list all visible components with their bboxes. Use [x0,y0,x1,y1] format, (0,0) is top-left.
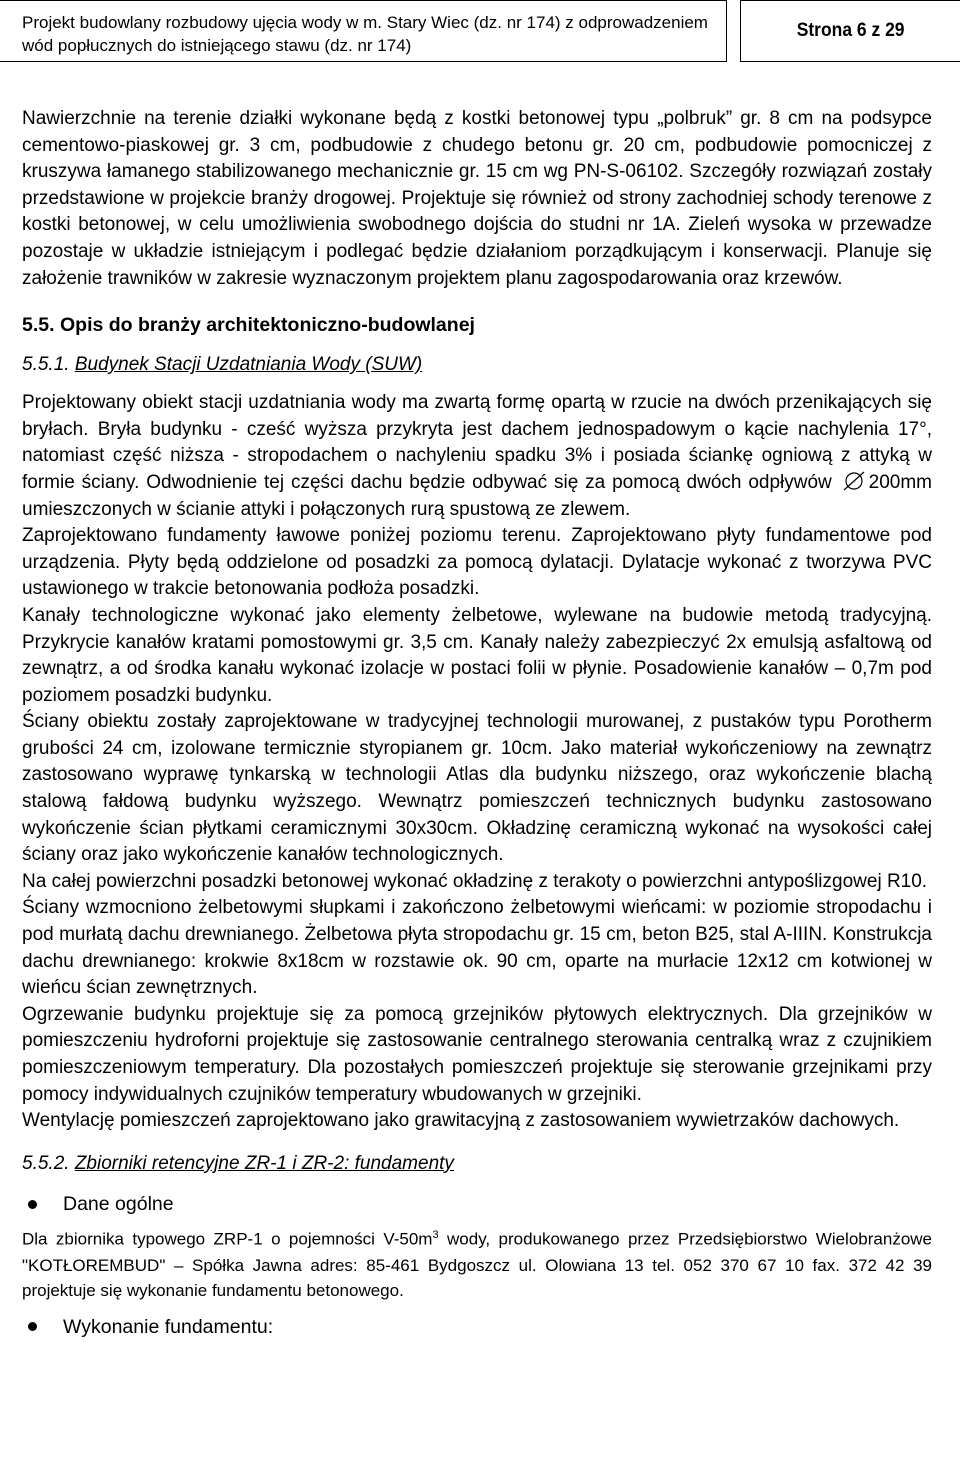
subsection-number: 5.5.2. [22,1152,70,1174]
section-heading [22,312,932,338]
subsection-heading-tanks [22,1151,932,1177]
bullet-label: Dane ogólne [63,1192,174,1215]
paragraph-channels: Kanały technologiczne wykonać jako elementy żelbetowe, wylewane na budowie metodą tradycyjną. Przykrycie kanałów kratami pomostowymi gr. 3,5 cm. Kanały należy zabezpieczyć 2x emulsją asfaltową od zewnątrz, a od środka kanału wykonać izolacje w postaci folii w płynie. Posadowienie kanałów – 0,7m pod poziomem posadzki budynku. [22,604,932,706]
bullet-icon [28,1200,37,1209]
general-data-text-a: Dla zbiornika typowego ZRP-1 o pojemności V-50m [22,1230,433,1250]
page-number: Strona 6 z 29 [796,20,905,41]
general-data-text-b: wody, produkowanego przez Przedsiębiorstwo Wielobranżowe "KOTŁOREMBUD" – Spółka Jawna adres: 85-461 Bydgoszcz ul. Olowiana 13 tel. 052 370 67 10 fax. 372 42 39 projektuje się wykonanie fundamentu betonowego. [22,1230,933,1301]
project-title-box [0,0,727,62]
diameter-icon [843,471,865,491]
subsection-title: Zbiorniki retencyjne ZR-1 i ZR-2: fundamenty [74,1152,454,1174]
bullet-foundation-execution [22,1314,932,1341]
project-title-line2: wód popłucznych do istniejącego stawu (dz. nr 174) [22,36,412,55]
subsection-title: Budynek Stacji Uzdatniania Wody (SUW) [74,354,423,376]
paragraph-ventilation: Wentylację pomieszczeń zaprojektowano jako grawitacyjną z zastosowaniem wywietrzaków dachowych. [22,1110,900,1132]
bullet-icon [28,1322,37,1331]
bullet-general-data [22,1191,932,1218]
paragraph-foundations: Zaprojektowano fundamenty ławowe poniżej poziomu terenu. Zaprojektowano płyty fundamentowe pod urządzenia. Płyty będą oddzielone od posadzki za pomocą dylatacji. Dylatacje wykonać z tworzywa PVC ustawionego w trakcie betonowania podłoża posadzki. [22,525,932,600]
paragraph-form-end: 200mm umieszczonych w ścianie attyki i połączonych rurą spustową ze zlewem. [22,471,933,520]
section-title: Opis do branży architektoniczno-budowlanej [60,314,475,337]
document-body [22,106,932,1340]
page-number-box [740,0,960,62]
section-number: 5.5. [22,314,55,337]
bullet-label: Wykonanie fundamentu: [63,1315,274,1338]
project-title-line1: Projekt budowlany rozbudowy ujęcia wody w m. Stary Wiec (dz. nr 174) z odprowadzeniem [22,13,708,32]
paragraph-walls: Ściany obiektu zostały zaprojektowane w tradycyjnej technologii murowanej, z pustaków typu Porotherm grubości 24 cm, izolowane termicznie styropianem gr. 10cm. Jako materiał wykończeniowy na zewnątrz zastosowano wyprawę tynkarską w technologii Atlas dla budynku niższego, oraz wykończenie blachą stalową fałdową budynku wyższego. Wewnątrz pomieszczeń technicznych budynku zastosowano wykończenie ścian płytkami ceramicznymi 30x30cm. Okładzinę ceramiczną wykonać na wysokości całej ściany oraz jako wykończenie kanałów technologicznych. [22,711,932,866]
intro-paragraph: Nawierzchnie na terenie działki wykonane będą z kostki betonowej typu „polbruk” gr. 8 cm na podsypce cementowo-piaskowej gr. 3 cm, podbudowie z chudego betonu gr. 20 cm, podbudowie pomocniczej z kruszywa łamanego stabilizowanego mechanicznie gr. 15 cm wg PN-S-06102. Szczegóły rozwiązań zostały przedstawione w projekcie branży drogowej. Projektuje się również od strony zachodniej schody terenowe z kostki betonowej, w celu umożliwienia swobodnego dojścia do studni nr 1A. Zieleń wysoka w przewadze pozostaje w układzie istniejącym i podlegać będzie działaniom porządkującym i konserwacji. Planuje się założenie trawników w zakresie wyznaczonym projektem planu zagospodarowania oraz krzewów. [22,108,932,289]
paragraph-structure: Ściany wzmocniono żelbetowymi słupkami i zakończono żelbetowymi wieńcami: w poziomie stropodachu i pod murłatą dachu drewnianego. Żelbetowa płyta stropodachu gr. 15 cm, beton B25, stal A-IIIN. Konstrukcja dachu drewnianego: krokwie 8x18cm w rozstawie ok. 90 cm, oparte na murłacie 12x12 cm kotwionej w wieńcu ścian zewnętrznych. [22,897,932,999]
paragraph-floor: Na całej powierzchni posadzki betonowej wykonać okładzinę z terakoty o powierzchni antypoślizgowej R10. [22,870,928,892]
paragraph-form-text: Projektowany obiekt stacji uzdatniania wody ma zwartą formę opartą w rzucie na dwóch przenikających się bryłach. Bryła budynku - cześć wyższa przykryta jest dachem jednospadowym o kącie nachylenia 17°, natomiast część niższa - stropodachem o nachyleniu spadku 3% i posiada ściankę ogniową z attyką w formie ściany. Odwodnienie tej części dachu będzie odbywać się za pomocą dwóch odpływów [22,392,932,493]
suw-description [22,390,932,1135]
superscript-3: 3 [432,1229,439,1242]
paragraph-form [22,390,932,523]
general-data-text [22,1223,932,1303]
subsection-heading-suw [22,352,932,378]
page-header [0,0,960,66]
subsection-number: 5.5.1. [22,354,70,376]
paragraph-heating: Ogrzewanie budynku projektuje się za pomocą grzejników płytowych elektrycznych. Dla grzejników w pomieszczeniu hydroforni projektuje się zastosowanie centralnego sterowania centralką wraz z czujnikiem pomieszczeniowym temperatury. Dla pozostałych pomieszczeń projektuje się sterowanie grzejnikami przy pomocy indywidualnych czujników temperatury wbudowanych w grzejniki. [22,1003,932,1105]
